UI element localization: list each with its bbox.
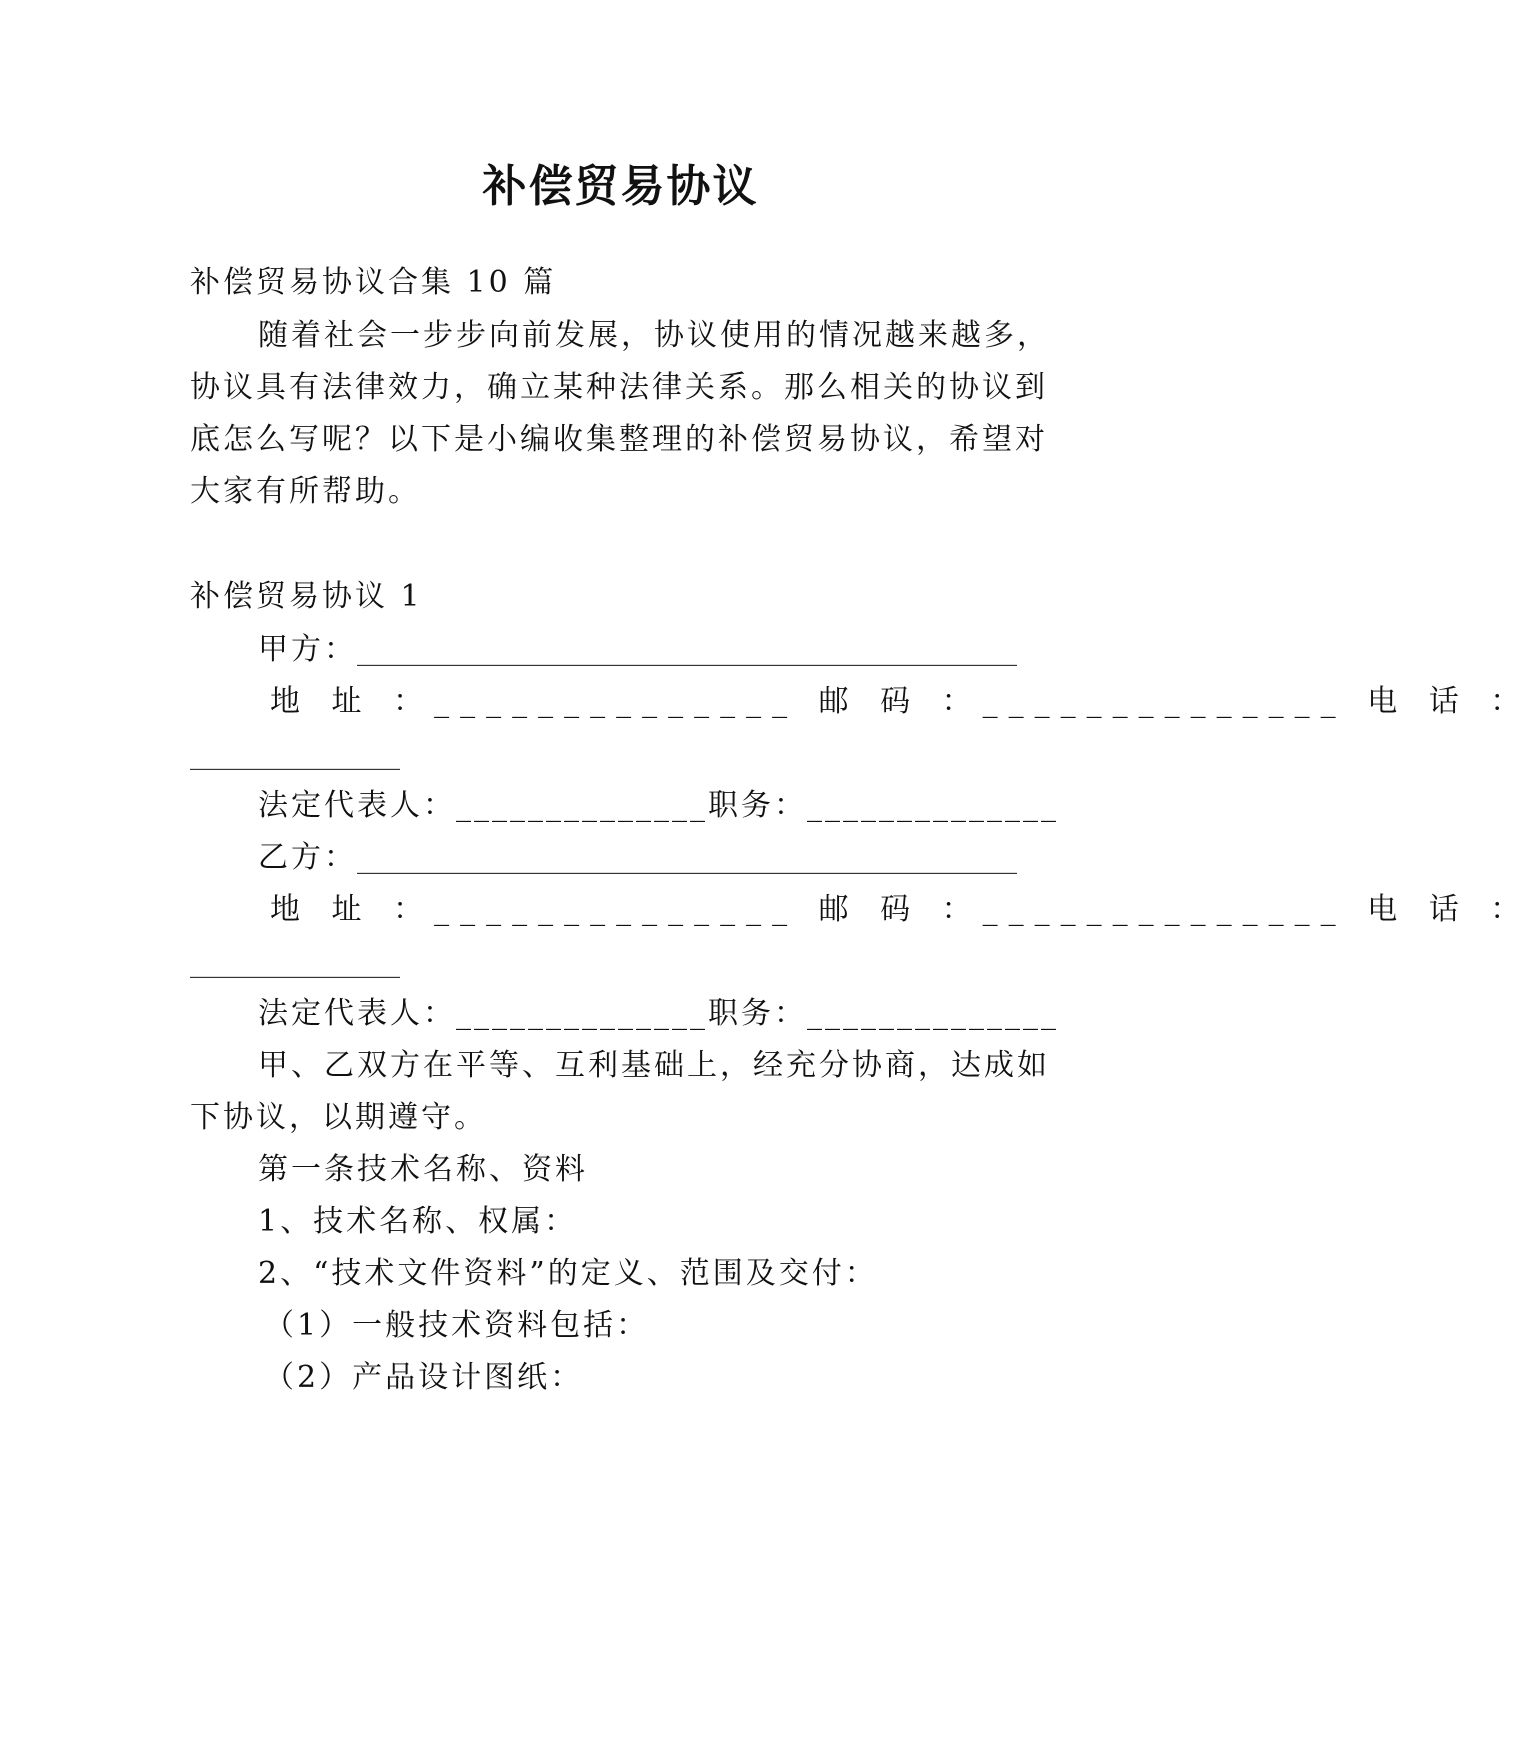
item-2: 2、“技术文件资料”的定义、范围及交付： xyxy=(258,1256,878,1291)
agreement-line-1: 甲、乙双方在平等、互利基础上，经充分协商，达成如 xyxy=(258,1048,1050,1083)
collection-heading: 补偿贸易协议合集 10 篇 xyxy=(190,265,557,300)
intro-line-4: 大家有所帮助。 xyxy=(190,474,421,509)
intro-line-2: 协议具有法律效力，确立某种法律关系。那么相关的协议到 xyxy=(190,370,1048,405)
party-b-label: 乙方： xyxy=(258,840,357,875)
agreement-line-2: 下协议，以期遵守。 xyxy=(190,1100,487,1135)
party-b-phone-blank: ______________ xyxy=(190,944,400,979)
party-a-blank: ____________________________________________ xyxy=(357,632,1017,667)
article-1-heading: 第一条技术名称、资料 xyxy=(258,1152,588,1187)
document-title: 补偿贸易协议 xyxy=(482,161,759,212)
party-a-phone-blank: ______________ xyxy=(190,736,400,771)
party-a-label: 甲方： xyxy=(258,632,357,667)
party-b-rep-line: 法定代表人：______________职务：______________ xyxy=(258,996,1059,1031)
sub-item-1: （1）一般技术资料包括： xyxy=(264,1308,650,1343)
party-a-row xyxy=(258,630,1017,670)
party-b-address-line: 地 址 ：______________ 邮 码 ：______________ 电 话 ： xyxy=(270,892,1531,927)
sub-item-2: （2）产品设计图纸： xyxy=(264,1360,584,1395)
party-b-row xyxy=(258,838,1017,878)
intro-line-3: 底怎么写呢？以下是小编收集整理的补偿贸易协议，希望对 xyxy=(190,422,1048,457)
party-a-address-line: 地 址 ：______________ 邮 码 ：______________ 电 话 ： xyxy=(270,684,1531,719)
party-a-rep-line: 法定代表人：______________职务：______________ xyxy=(258,788,1059,823)
agreement-1-heading: 补偿贸易协议 1 xyxy=(190,579,423,614)
party-b-blank: ____________________________________________ xyxy=(357,840,1017,875)
item-1: 1、技术名称、权属： xyxy=(258,1204,578,1239)
intro-line-1: 随着社会一步步向前发展，协议使用的情况越来越多， xyxy=(258,318,1050,353)
